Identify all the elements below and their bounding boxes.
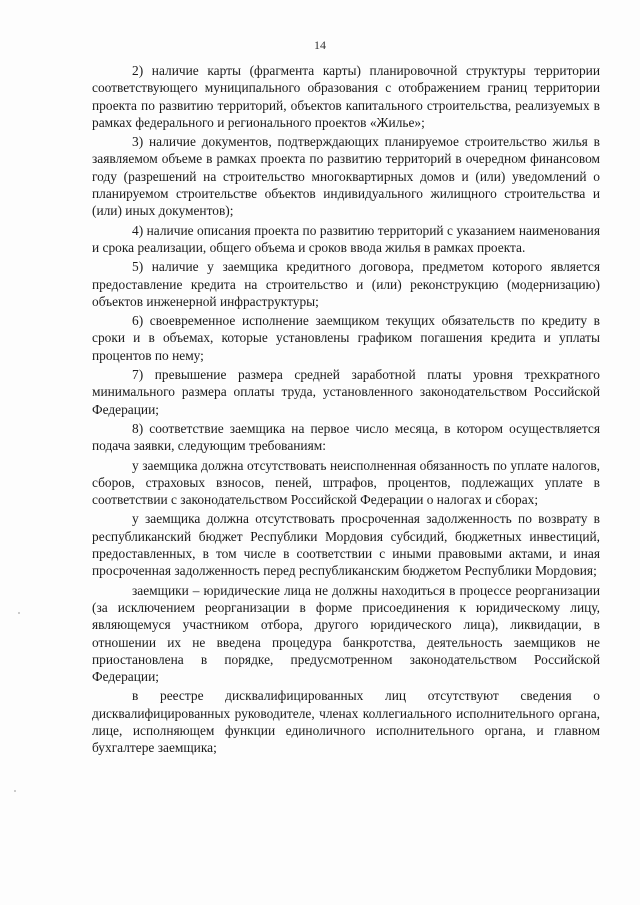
document-body: [92, 62, 600, 757]
requirement-no-tax-debt: у заемщика должна отсутствовать неисполненная обязанность по уплате налогов, сборов, страховых взносов, пеней, штрафов, процентов, подлежащих уплате в соответствии с законодательством Российской Федерации о налогах и сборах;: [92, 457, 600, 508]
paragraph-item-4: 4) наличие описания проекта по развитию территорий с указанием наименования и срока реализации, общего объема и сроков ввода жилья в рамках проекта.: [92, 222, 600, 255]
paragraph-item-3: 3) наличие документов, подтверждающих планируемое строительство жилья в заявляемом объеме в рамках проекта по развитию территорий в очередном финансовом году (разрешений на строительство многоквартирных домов и (или) уведомлений о планируемом строительстве объектов индивидуального жилищного строительства и (или) иных документов);: [92, 134, 600, 219]
paragraph-item-5: 5) наличие у заемщика кредитного договора, предметом которого является предоставление кредита на строительство и (или) реконструкцию (модернизацию) объектов инженерной инфраструктуры;: [92, 259, 600, 309]
requirement-no-disqualified: в реестре дисквалифицированных лиц отсутствуют сведения о дисквалифицированных руководителе, членах коллегиального исполнительного органа, лице, исполняющем функции единоличного исполнительного органа, и главном бухгалтере заемщика;: [92, 688, 600, 756]
paragraph-item-8: 8) соответствие заемщика на первое число месяца, в котором осуществляется подача заявки, следующим требованиям:: [92, 420, 600, 454]
paragraph-item-2: 2) наличие карты (фрагмента карты) планировочной структуры территории соответствующего муниципального образования с отображением границ территории проекта по развитию территорий, объектов капитального строительства, реализуемых в рамках федерального и регионального проектов «Жилье»;: [92, 63, 600, 130]
paragraph-item-7: 7) превышение размера средней заработной платы уровня трехкратного минимального размера оплаты труда, установленного законодательством Российской Федерации;: [92, 367, 600, 417]
requirement-no-budget-debt: у заемщика должна отсутствовать просроченная задолженность по возврату в республиканский бюджет Республики Мордовия субсидий, бюджетных инвестиций, предоставленных, в том числе в соответствии с иными правовыми актами, и иная просроченная задолженность перед республиканским бюджетом Республики Мордовия;: [92, 511, 600, 579]
requirement-no-reorganization: заемщики – юридические лица не должны находиться в процессе реорганизации (за исключением реорганизации в форме присоединения к юридическому лицу, являющемуся участником отбора, другого юридического лица), ликвидации, в отношении их не введена процедура банкротства, деятельность заемщиков не приостановлена в порядке, предусмотренном законодательством Российской Федерации;: [92, 582, 600, 685]
page-number: 14: [314, 38, 326, 52]
paragraph-item-6: 6) своевременное исполнение заемщиком текущих обязательств по кредиту в сроки и в объемах, которые установлены графиком погашения кредита и уплаты процентов по нему;: [92, 313, 600, 363]
scan-speck: [14, 790, 16, 792]
scan-speck: [18, 612, 20, 614]
